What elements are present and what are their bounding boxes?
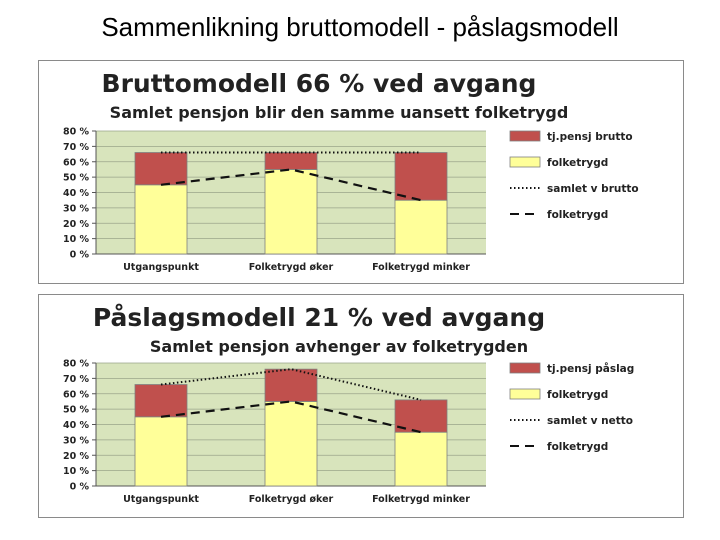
legend-label: folketrygd (547, 157, 609, 169)
y-tick-label: 50 % (62, 172, 89, 184)
x-tick-label: Folketrygd minker (372, 262, 470, 273)
legend-swatch (510, 363, 540, 373)
legend-label: tj.pensj påslag (547, 363, 635, 375)
y-tick-label: 70 % (62, 373, 89, 385)
y-tick-label: 50 % (62, 404, 89, 416)
bar-tj-pensj (135, 153, 187, 185)
legend-label: folketrygd (547, 389, 609, 401)
y-tick-label: 0 % (69, 249, 89, 261)
legend-label: samlet v netto (547, 415, 634, 427)
bar-tj-pensj (395, 153, 447, 201)
x-tick-label: Folketrygd øker (248, 494, 334, 505)
legend-label: folketrygd (547, 209, 609, 221)
legend-label: samlet v brutto (547, 183, 639, 195)
chart-title: Bruttomodell 66 % ved avgang (101, 69, 537, 98)
bar-folketrygd (395, 200, 447, 254)
bar-folketrygd (395, 432, 447, 486)
x-tick-label: Folketrygd minker (372, 494, 470, 505)
legend-label: folketrygd (547, 441, 609, 453)
y-tick-label: 80 % (62, 358, 89, 370)
y-tick-label: 40 % (62, 188, 89, 199)
y-tick-label: 30 % (62, 203, 89, 215)
chart-subtitle: Samlet pensjon blir den samme uansett folketrygd (109, 103, 569, 122)
y-tick-label: 20 % (62, 218, 89, 230)
y-tick-label: 60 % (62, 157, 89, 169)
chart-title: Påslagsmodell 21 % ved avgang (92, 303, 546, 332)
y-tick-label: 60 % (62, 389, 89, 401)
y-tick-label: 30 % (62, 435, 89, 447)
y-tick-label: 80 % (62, 126, 89, 138)
chart-panel-bruttomodell (38, 60, 684, 284)
legend-label: tj.pensj brutto (547, 131, 633, 143)
y-tick-label: 10 % (62, 466, 89, 478)
chart-panel-paslagsmodell (38, 294, 684, 518)
bar-folketrygd (135, 417, 187, 486)
bar-folketrygd (265, 401, 317, 486)
y-tick-label: 70 % (62, 141, 89, 153)
x-tick-label: Folketrygd øker (248, 262, 334, 273)
bar-folketrygd (265, 169, 317, 254)
chart-svg-bruttomodell (39, 61, 683, 283)
legend-swatch (510, 157, 540, 167)
y-tick-label: 0 % (69, 481, 89, 493)
y-tick-label: 20 % (62, 450, 89, 462)
bar-tj-pensj (265, 153, 317, 170)
slide-title: Sammenlikning bruttomodell - påslagsmodell (101, 12, 619, 42)
chart-subtitle: Samlet pensjon avhenger av folketrygden (149, 337, 529, 356)
chart-svg-paslagsmodell (39, 295, 683, 517)
legend-swatch (510, 131, 540, 141)
legend-swatch (510, 389, 540, 399)
x-tick-label: Utgangspunkt (123, 494, 199, 505)
y-tick-label: 10 % (62, 234, 89, 246)
bar-tj-pensj (135, 385, 187, 417)
bar-tj-pensj (265, 369, 317, 401)
y-tick-label: 40 % (62, 420, 89, 431)
x-tick-label: Utgangspunkt (123, 262, 199, 273)
bar-folketrygd (135, 185, 187, 254)
